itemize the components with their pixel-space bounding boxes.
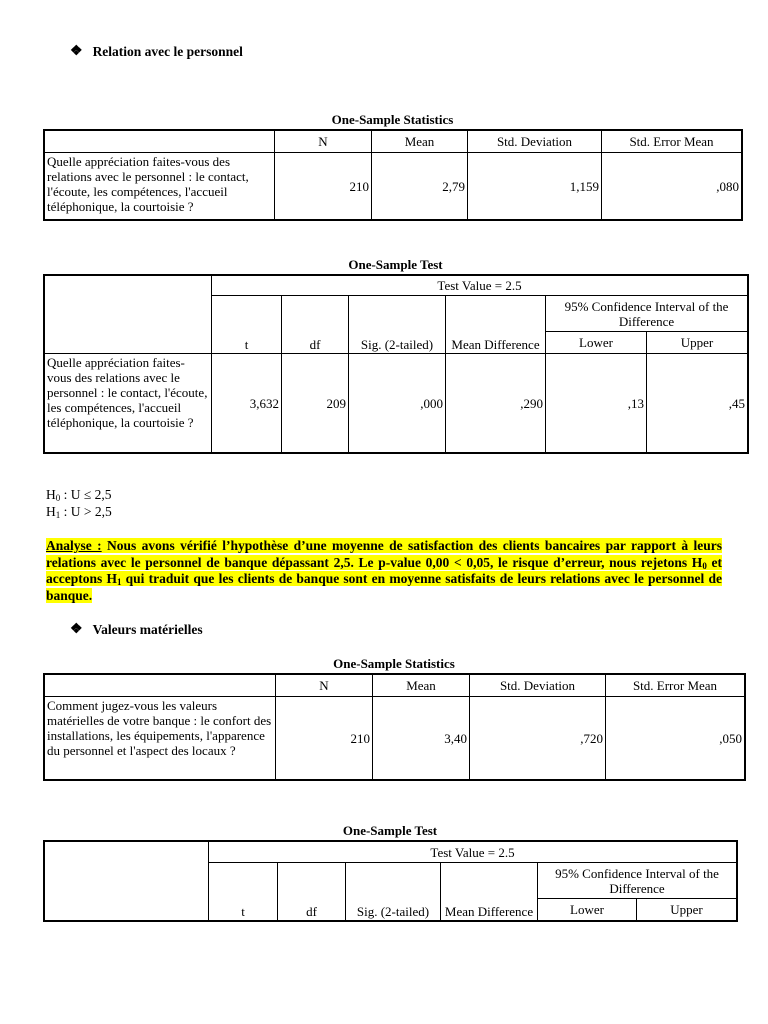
cell-mean: 2,79 xyxy=(372,153,468,220)
col-header: Sig. (2-tailed) xyxy=(349,296,446,354)
corner-cell xyxy=(45,276,212,354)
table-caption: One-Sample Statistics xyxy=(333,656,455,671)
col-header: Std. Deviation xyxy=(468,131,602,153)
section-title: Valeurs matérielles xyxy=(92,622,203,637)
analysis-label: Analyse : xyxy=(46,538,102,553)
col-header: N xyxy=(275,131,372,153)
col-header: df xyxy=(278,863,346,921)
analysis-paragraph: Analyse : Nous avons vérifié l’hypothèse d’une moyenne de satisfaction des clients bancaires par rapport à leurs relations avec le personnel de banque dépassant 2,5. Le p-value 0,00 < 0,05, le risque d’erreur, nous rejetons $H_0$ et acceptons $H_1$ qui traduit que les clients de banque sont en moyenne satisfaits de leurs relations avec le personnel de banque. xyxy=(46,538,722,604)
cell-n: 210 xyxy=(276,697,373,780)
test-table-1 xyxy=(44,275,748,453)
cell-sig: ,000 xyxy=(349,354,446,453)
col-header: Std. Error Mean xyxy=(602,131,742,153)
col-header: Std. Deviation xyxy=(470,675,606,697)
corner-cell xyxy=(45,842,209,921)
col-header: Mean xyxy=(373,675,470,697)
col-header: t xyxy=(209,863,278,921)
cell-upper: ,45 xyxy=(647,354,748,453)
cell-mean-diff: ,290 xyxy=(446,354,546,453)
col-header: Mean Difference xyxy=(441,863,538,921)
stats-table-2 xyxy=(44,674,745,780)
cell-std-err: ,080 xyxy=(602,153,742,220)
row-label: Comment jugez-vous les valeurs matérielles de votre banque : le confort des installations, les équipements, l'apparence du personnel et l'aspect des locaux ? xyxy=(45,697,276,780)
hypothesis-h0: $H_0$ : U ≤ 2,5 xyxy=(46,487,112,503)
diamond-bullet-icon: ❖ xyxy=(70,622,83,637)
corner-cell xyxy=(45,131,275,153)
table-caption: One-Sample Test xyxy=(342,823,438,838)
cell-n: 210 xyxy=(275,153,372,220)
diamond-bullet-icon: ❖ xyxy=(70,44,83,59)
cell-mean: 3,40 xyxy=(373,697,470,780)
col-header: Upper xyxy=(637,899,737,921)
table-caption: One-Sample Statistics xyxy=(331,112,454,127)
row-label: Quelle appréciation faites-vous des relations avec le personnel : le contact, l'écoute, les compétences, l'accueil téléphonique, la courtoisie ? xyxy=(45,354,212,453)
col-header: Upper xyxy=(647,332,748,354)
col-header: Mean xyxy=(372,131,468,153)
section-title: Relation avec le personnel xyxy=(92,44,243,59)
test-value-header: Test Value = 2.5 xyxy=(212,276,748,296)
ci-header: 95% Confidence Interval of the Difference xyxy=(538,863,737,899)
hypothesis-h1: $H_1$ : U > 2,5 xyxy=(46,504,112,520)
ci-header: 95% Confidence Interval of the Difference xyxy=(546,296,748,332)
col-header: Lower xyxy=(538,899,637,921)
test-table-2 xyxy=(44,841,737,921)
col-header: Sig. (2-tailed) xyxy=(346,863,441,921)
stats-table-1 xyxy=(44,130,742,220)
col-header: N xyxy=(276,675,373,697)
cell-lower: ,13 xyxy=(546,354,647,453)
cell-std-dev: 1,159 xyxy=(468,153,602,220)
col-header: t xyxy=(212,296,282,354)
col-header: df xyxy=(282,296,349,354)
cell-t: 3,632 xyxy=(212,354,282,453)
row-label: Quelle appréciation faites-vous des relations avec le personnel : le contact, l'écoute, les compétences, l'accueil téléphonique, la courtoisie ? xyxy=(45,153,275,220)
section-heading-relation xyxy=(70,44,243,60)
col-header: Std. Error Mean xyxy=(606,675,745,697)
table-caption: One-Sample Test xyxy=(348,257,443,272)
section-heading-valeurs xyxy=(70,622,203,638)
test-value-header: Test Value = 2.5 xyxy=(209,842,737,863)
corner-cell xyxy=(45,675,276,697)
cell-df: 209 xyxy=(282,354,349,453)
col-header: Lower xyxy=(546,332,647,354)
cell-std-err: ,050 xyxy=(606,697,745,780)
col-header: Mean Difference xyxy=(446,296,546,354)
cell-std-dev: ,720 xyxy=(470,697,606,780)
